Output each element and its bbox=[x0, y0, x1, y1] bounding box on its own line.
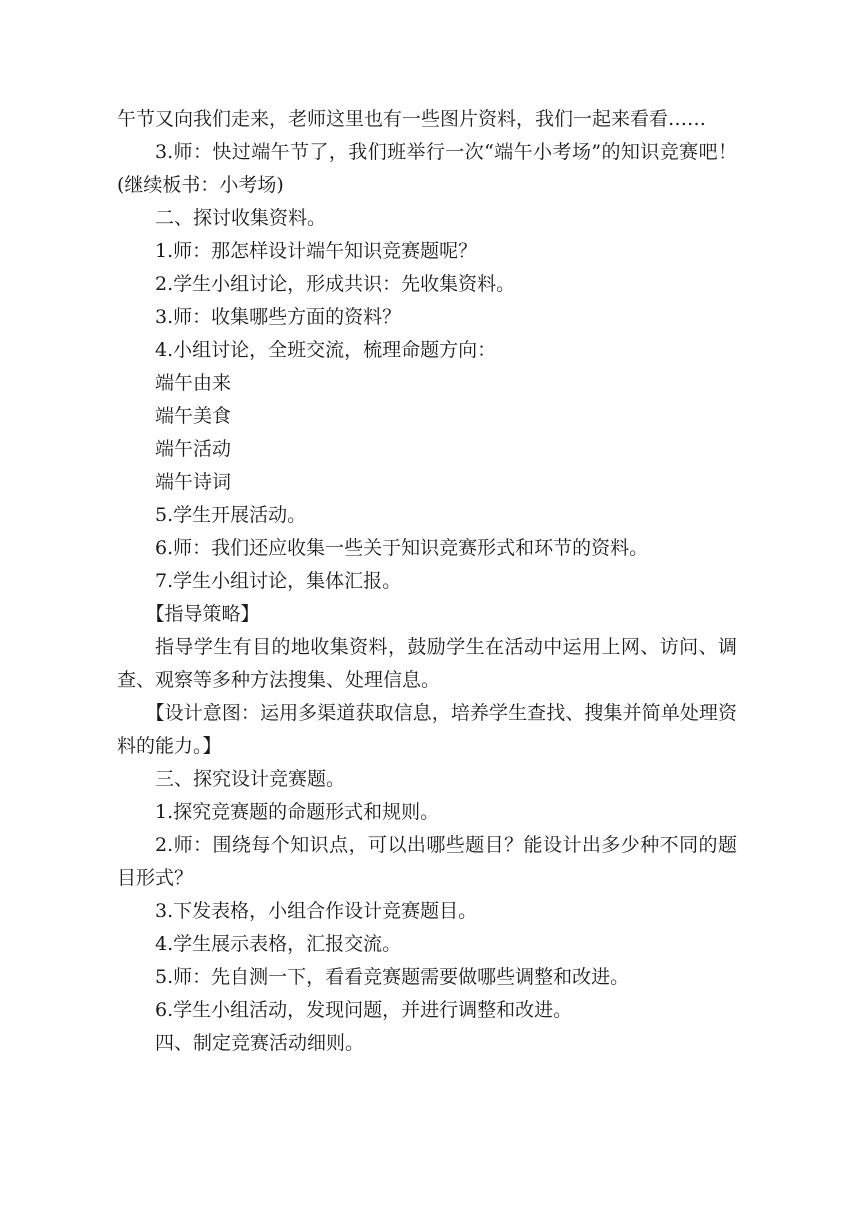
paragraph-design-step-6: 6.学生小组活动，发现问题，并进行调整和改进。 bbox=[155, 999, 573, 1021]
section-heading-3: 三、探究设计竞赛题。 bbox=[155, 768, 346, 790]
document-page bbox=[117, 103, 737, 1060]
section-heading-2: 二、探讨收集资料。 bbox=[155, 207, 327, 229]
paragraph-design-step-4: 4.学生展示表格，汇报交流。 bbox=[155, 933, 402, 955]
guidance-strategy-text: 指导学生有目的地收集资料，鼓励学生在活动中运用上网、访问、调查、观察等多种方法搜集、处理信息。 bbox=[117, 636, 737, 691]
topic-item-origin: 端午由来 bbox=[155, 372, 232, 394]
section-heading-4: 四、制定竞赛活动细则。 bbox=[155, 1032, 365, 1054]
paragraph-design-step-2: 2.师：围绕每个知识点，可以出哪些题目？能设计出多少种不同的题目形式？ bbox=[117, 834, 737, 889]
design-intent-note: 【设计意图：运用多渠道获取信息，培养学生查找、搜集并简单处理资料的能力。】 bbox=[117, 702, 737, 757]
paragraph-step-1: 1.师：那怎样设计端午知识竞赛题呢？ bbox=[155, 240, 478, 262]
paragraph-design-step-1: 1.探究竞赛题的命题形式和规则。 bbox=[155, 801, 440, 823]
paragraph-step-3-competition: 3.师：快过端午节了，我们班举行一次“端午小考场”的知识竞赛吧！(继续板书：小考场) bbox=[117, 141, 737, 196]
paragraph-step-4: 4.小组讨论，全班交流，梳理命题方向： bbox=[155, 339, 497, 361]
paragraph-step-2: 2.学生小组讨论，形成共识：先收集资料。 bbox=[155, 273, 516, 295]
paragraph-design-step-5: 5.师：先自测一下，看看竞赛题需要做哪些调整和改进。 bbox=[155, 966, 630, 988]
paragraph-step-6: 6.师：我们还应收集一些关于知识竞赛形式和环节的资料。 bbox=[155, 537, 649, 559]
topic-item-food: 端午美食 bbox=[155, 405, 232, 427]
paragraph-step-5: 5.学生开展活动。 bbox=[155, 504, 307, 526]
guidance-strategy-heading: 【指导策略】 bbox=[145, 603, 260, 625]
paragraph-continuation: 午节又向我们走来，老师这里也有一些图片资料，我们一起来看看…… bbox=[117, 108, 707, 130]
paragraph-design-step-3: 3.下发表格，小组合作设计竞赛题目。 bbox=[155, 900, 478, 922]
paragraph-step-3: 3.师：收集哪些方面的资料？ bbox=[155, 306, 402, 328]
topic-item-poetry: 端午诗词 bbox=[155, 471, 232, 493]
paragraph-step-7: 7.学生小组讨论，集体汇报。 bbox=[155, 570, 402, 592]
topic-item-activities: 端午活动 bbox=[155, 438, 232, 460]
